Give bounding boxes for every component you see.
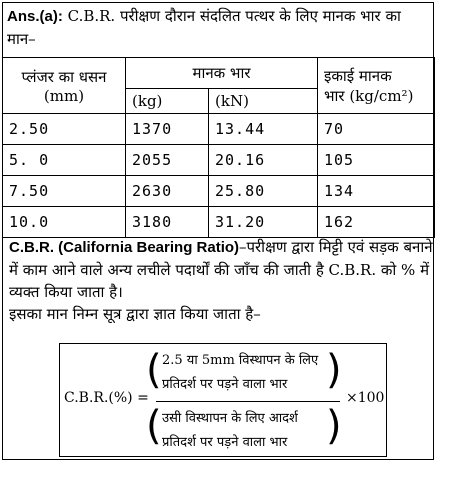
cell-penetration: 2.50 <box>3 114 126 145</box>
cell-kn: 20.16 <box>209 145 318 176</box>
table-row <box>3 176 435 207</box>
standard-load-table <box>2 57 435 238</box>
numerator-right-paren: ) <box>326 347 342 393</box>
numerator-left-paren: ( <box>146 347 162 393</box>
header-unit-load <box>318 58 435 114</box>
header-standard-load: मानक भार <box>126 58 318 89</box>
cell-kg: 1370 <box>126 114 209 145</box>
denominator-left-paren: ( <box>146 403 162 449</box>
cell-unit-load: 162 <box>318 207 435 238</box>
cell-kn: 13.44 <box>209 114 318 145</box>
numerator-line-2: प्रतिदर्श पर पड़ने वाला भार <box>162 377 288 392</box>
answer-box <box>2 2 434 460</box>
cell-kn: 25.80 <box>209 176 318 207</box>
header-unit-load-label: इकाई मानक <box>324 66 392 85</box>
answer-title: C.B.R. परीक्षण दौरान संदलित पत्थर के लिए मानक भार का मान– <box>7 7 401 48</box>
header-penetration-unit: (mm) <box>43 86 85 105</box>
table-row <box>3 207 435 238</box>
cell-kg: 3180 <box>126 207 209 238</box>
answer-label: Ans.(a): <box>7 8 63 25</box>
table-row <box>3 145 435 176</box>
denominator-line-2: प्रतिदर्श पर पड़ने वाला भार <box>162 435 288 450</box>
cbr-formula <box>59 343 387 457</box>
formula-label: C.B.R.(%) = <box>64 390 149 406</box>
cbr-desc: –परीक्षण द्वारा मिट्टी एवं सड़क बनाने में काम आने वाले अन्य लचीले पदार्थों की जाँच की जाती है C.B.R. को % में व्यक्त किया जाता है। <box>9 238 433 301</box>
numerator-line-1: 2.5 या 5mm विस्थापन के लिए <box>162 353 319 368</box>
header-unit-load-title <box>324 66 428 86</box>
cell-penetration: 7.50 <box>3 176 126 207</box>
answer-header <box>7 5 433 50</box>
cell-unit-load: 105 <box>318 145 435 176</box>
header-kn: (kN) <box>209 89 318 114</box>
header-penetration <box>3 58 126 114</box>
cell-penetration: 5. 0 <box>3 145 126 176</box>
header-unit-load-unit: भार (kg/cm²) <box>324 86 414 105</box>
cell-unit-load: 70 <box>318 114 435 145</box>
header-kg: (kg) <box>126 89 209 114</box>
cell-kn: 31.20 <box>209 207 318 238</box>
cbr-title: C.B.R. (California Bearing Ratio) <box>9 239 240 256</box>
denominator-line-1: उसी विस्थापन के लिए आदर्श <box>162 411 298 426</box>
cell-kg: 2630 <box>126 176 209 207</box>
header-penetration-label: प्लंजर का धसन <box>21 67 107 86</box>
cell-unit-load: 134 <box>318 176 435 207</box>
formula-multiplier: ×100 <box>346 390 385 406</box>
fraction-bar <box>156 401 340 402</box>
cbr-intro: इसका मान निम्न सूत्र द्वारा ज्ञात किया जाता है– <box>9 305 261 323</box>
denominator-right-paren: ) <box>326 403 342 449</box>
cell-penetration: 10.0 <box>3 207 126 238</box>
table-header-row <box>3 58 435 89</box>
cbr-description <box>9 236 433 325</box>
cell-kg: 2055 <box>126 145 209 176</box>
table-row <box>3 114 435 145</box>
